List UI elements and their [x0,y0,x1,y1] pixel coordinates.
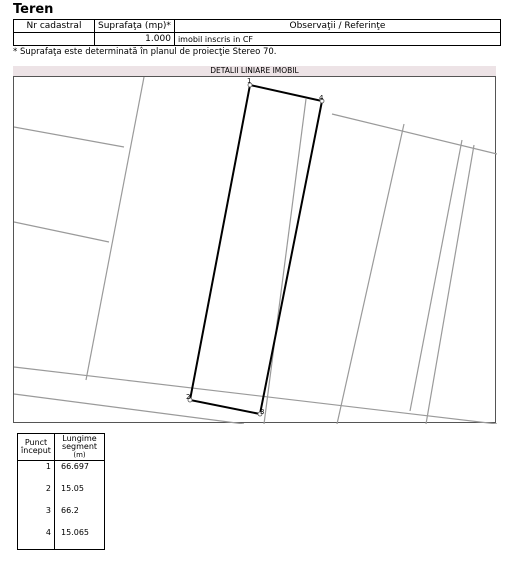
cell-suprafata: 1.000 [95,33,175,46]
table-row [18,527,105,550]
page-title: Teren [13,2,54,17]
neighbor-line [86,77,144,380]
table-header-row [14,20,501,33]
segment-length: 15.065 [55,527,105,550]
point-label-4: 4 [319,94,324,102]
segment-length: 66.697 [55,461,105,484]
neighbor-line [426,145,474,424]
neighbor-line [337,124,404,424]
col-observatii: Observaţii / Referinţe [174,20,500,33]
segment-point: 1 [18,461,55,484]
point-label-2: 2 [186,393,191,401]
segments-table [17,433,105,550]
point-label-1: 1 [247,77,252,85]
col-suprafata: Suprafaţa (mp)* [95,20,175,33]
col-lungime [55,434,105,461]
col-punct-inceput: Punct început [18,434,55,461]
vertex-markers [188,83,324,416]
neighbor-line [332,114,497,154]
table-row [18,505,105,527]
cell-observatii: imobil inscris in CF [174,33,500,46]
map-drawing [14,77,497,424]
projection-note: * Suprafaţa este determinată în planul de proiecţie Stereo 70. [13,47,277,57]
parcel-outline [190,85,322,414]
table-row [14,33,501,46]
neighbor-line [264,99,306,424]
map-header: DETALII LINIARE IMOBIL [13,66,496,76]
segments-header-row [18,434,105,461]
neighbor-line [14,127,124,147]
parcel-map [13,76,496,423]
segment-point: 3 [18,505,55,527]
segment-point: 2 [18,483,55,505]
cadastral-table [13,19,501,46]
neighbor-line [14,367,497,424]
table-row [18,483,105,505]
neighbor-line [14,222,109,242]
lungime-unit: (m) [73,451,86,459]
segment-point: 4 [18,527,55,550]
neighbor-line [410,140,462,411]
lungime-label: Lungime segment [61,434,98,451]
point-label-3: 3 [260,408,265,416]
segment-length: 66.2 [55,505,105,527]
segment-length: 15.05 [55,483,105,505]
cell-nr-cadastral [14,33,95,46]
neighbor-line [14,394,244,424]
neighbor-lines [14,77,497,424]
table-row [18,461,105,484]
col-nr-cadastral: Nr cadastral [14,20,95,33]
